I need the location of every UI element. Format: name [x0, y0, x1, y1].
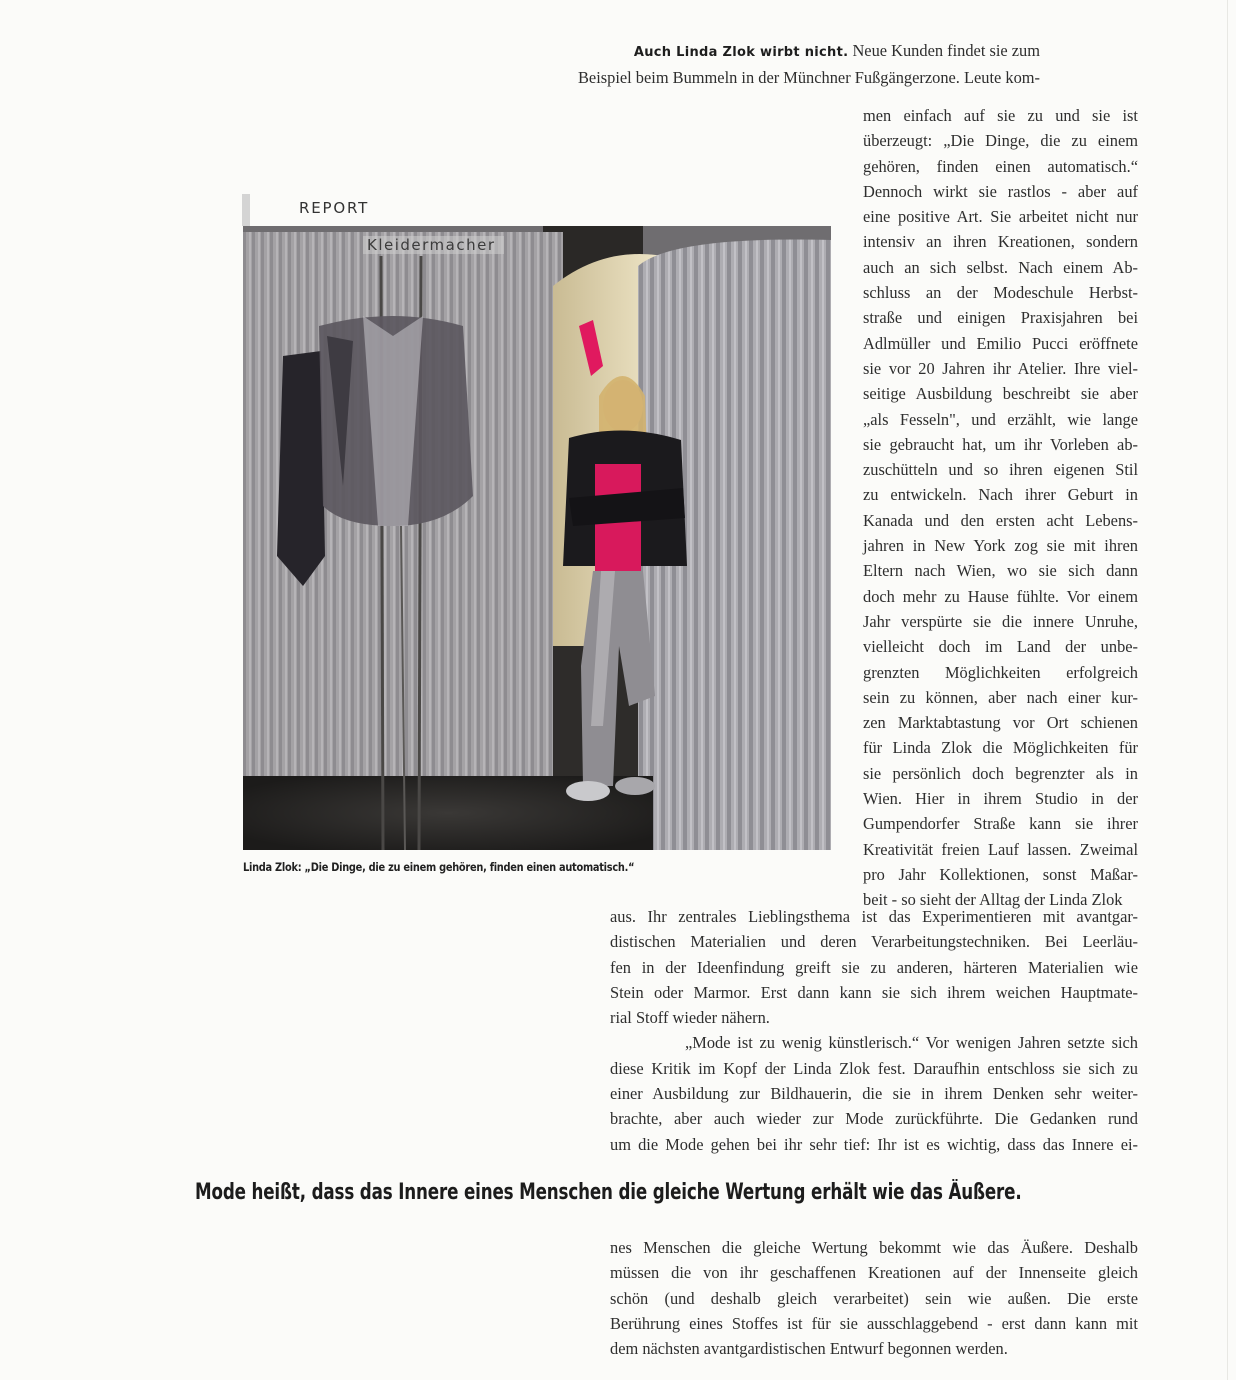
- text-line: grenzten Möglichkeiten erfolgreich: [863, 662, 1138, 682]
- text-line: um die Mode gehen bei ihr sehr tief: Ihr ist es wichtig, dass das Innere ei-: [610, 1134, 1138, 1154]
- text-line: Gumpendorfer Straße kann sie ihrer: [863, 814, 1138, 834]
- text-line: Kreativität freien Lauf lassen. Zweimal: [863, 839, 1138, 859]
- text-line: Stein oder Marmor. Erst dann kann sie sich ihrem weichen Hauptmate-: [610, 982, 1138, 1002]
- text-line: zen Marktabtastung vor Ort schienen: [863, 713, 1138, 733]
- text-line: fen in der Ideenfindung greift sie zu anderen, härteren Materialien wie: [610, 957, 1138, 977]
- section-sublabel: Kleidermacher: [363, 236, 504, 254]
- text-line: sie gebraucht hat, um ihr Vorleben ab-: [863, 434, 1138, 454]
- text-line: vielleicht doch im Land der unbe-: [863, 637, 1138, 657]
- lead-paragraph: [520, 38, 1040, 91]
- text-line: gehören, finden einen automatisch.“: [863, 156, 1138, 176]
- page-edge: [1227, 0, 1228, 1380]
- text-line: „Mode ist zu wenig künstlerisch.“ Vor wenigen Jahren setzte sich: [685, 1033, 1138, 1053]
- lead-line-1-text: Neue Kunden findet sie zum: [848, 41, 1040, 60]
- lead-line-1: [520, 38, 1040, 65]
- text-line: schluss an der Modeschule Herbst-: [863, 283, 1138, 303]
- text-line: einer Ausbildung zur Bildhauerin, die sie in ihrem Denken sehr weiter-: [610, 1084, 1138, 1104]
- text-line: zu entwickeln. Nach ihrer Geburt in: [863, 485, 1138, 505]
- text-line: Adlmüller und Emilio Pucci eröffnete: [863, 333, 1138, 353]
- text-line: straße und einigen Praxisjahren bei: [863, 308, 1138, 328]
- text-line: eine positive Art. Sie arbeitet nicht nur: [863, 207, 1138, 227]
- text-line: nes Menschen die gleiche Wertung bekommt wie das Äußere. Deshalb: [610, 1238, 1138, 1257]
- text-line: müssen die von ihr geschaffenen Kreationen auf der Innenseite gleich: [610, 1263, 1138, 1283]
- text-line: brachte, aber auch wieder zur Mode zurückführte. Die Gedanken rund: [610, 1109, 1138, 1129]
- photo-caption: Linda Zlok: „Die Dinge, die zu einem gehören, finden einen automatisch.“: [243, 860, 635, 874]
- lead-kicker: Auch Linda Zlok wirbt nicht.: [633, 45, 849, 60]
- text-line: beit - so sieht der Alltag der Linda Zlok: [863, 890, 1123, 910]
- text-line: Kanada und den ersten acht Lebens-: [863, 510, 1138, 530]
- text-line: doch mehr zu Hause fühlte. Vor einem: [863, 586, 1138, 606]
- text-line: Jahr verspürte sie die innere Unruhe,: [863, 611, 1138, 631]
- text-line: jahren in New York zog sie mit ihren: [863, 536, 1138, 556]
- text-line: auch an sich selbst. Nach einem Ab-: [863, 257, 1138, 277]
- pull-quote: Mode heißt, dass das Innere eines Menschen die gleiche Wertung erhält wie das Äußere.: [195, 1180, 1022, 1205]
- text-line: seitige Ausbildung beschreibt sie aber: [863, 384, 1138, 404]
- text-line: Wien. Hier in ihrem Studio in der: [863, 789, 1138, 809]
- photo-illustration: [243, 226, 831, 850]
- text-line: „als Fesseln", und erzählt, wie lange: [863, 409, 1138, 429]
- text-line: überzeugt: „Die Dinge, die zu einem: [863, 131, 1138, 151]
- text-line: rial Stoff wieder nähern.: [610, 1008, 770, 1028]
- article-column-right: [863, 103, 1138, 913]
- text-line: Berührung eines Stoffes ist für sie ausschlaggebend - erst dann kann mit: [610, 1313, 1138, 1333]
- text-line: sie vor 20 Jahren ihr Atelier. Ihre viel-: [863, 358, 1138, 378]
- text-line: diese Kritik im Kopf der Linda Zlok fest. Daraufhin entschloss sie sich zu: [610, 1058, 1138, 1078]
- article-column-wide-2: [610, 1235, 1138, 1361]
- text-line: sie persönlich doch begrenzter als in: [863, 763, 1138, 783]
- text-line: pro Jahr Kollektionen, sonst Maßar-: [863, 864, 1138, 884]
- text-line: Eltern nach Wien, wo sie sich dann: [863, 561, 1138, 581]
- article-column-wide-1: [610, 904, 1138, 1157]
- text-line: sein zu können, aber nach einer kur-: [863, 687, 1138, 707]
- text-line: distischen Materialien und deren Verarbeitungstechniken. Bei Leerläu-: [610, 932, 1138, 952]
- text-line: men einfach auf sie zu und sie ist: [863, 106, 1138, 125]
- section-marker-bar: [242, 194, 250, 226]
- text-line: zuschütteln und so ihren eigenen Stil: [863, 460, 1138, 480]
- text-line: schön (und deshalb gleich verarbeitet) sein wie außen. Die erste: [610, 1288, 1138, 1308]
- text-line: intensiv an ihren Kreationen, sondern: [863, 232, 1138, 252]
- text-line: für Linda Zlok die Möglichkeiten für: [863, 738, 1138, 758]
- text-line: aus. Ihr zentrales Lieblingsthema ist das Experimentieren mit avantgar-: [610, 907, 1138, 926]
- lead-line-2: Beispiel beim Bummeln in der Münchner Fußgängerzone. Leute kom-: [577, 68, 1040, 88]
- section-label: REPORT: [299, 199, 370, 217]
- article-photo: [243, 226, 831, 850]
- text-line: dem nächsten avantgardistischen Entwurf begonnen werden.: [610, 1339, 1008, 1359]
- text-line: Dennoch wirkt sie rastlos - aber auf: [863, 181, 1138, 201]
